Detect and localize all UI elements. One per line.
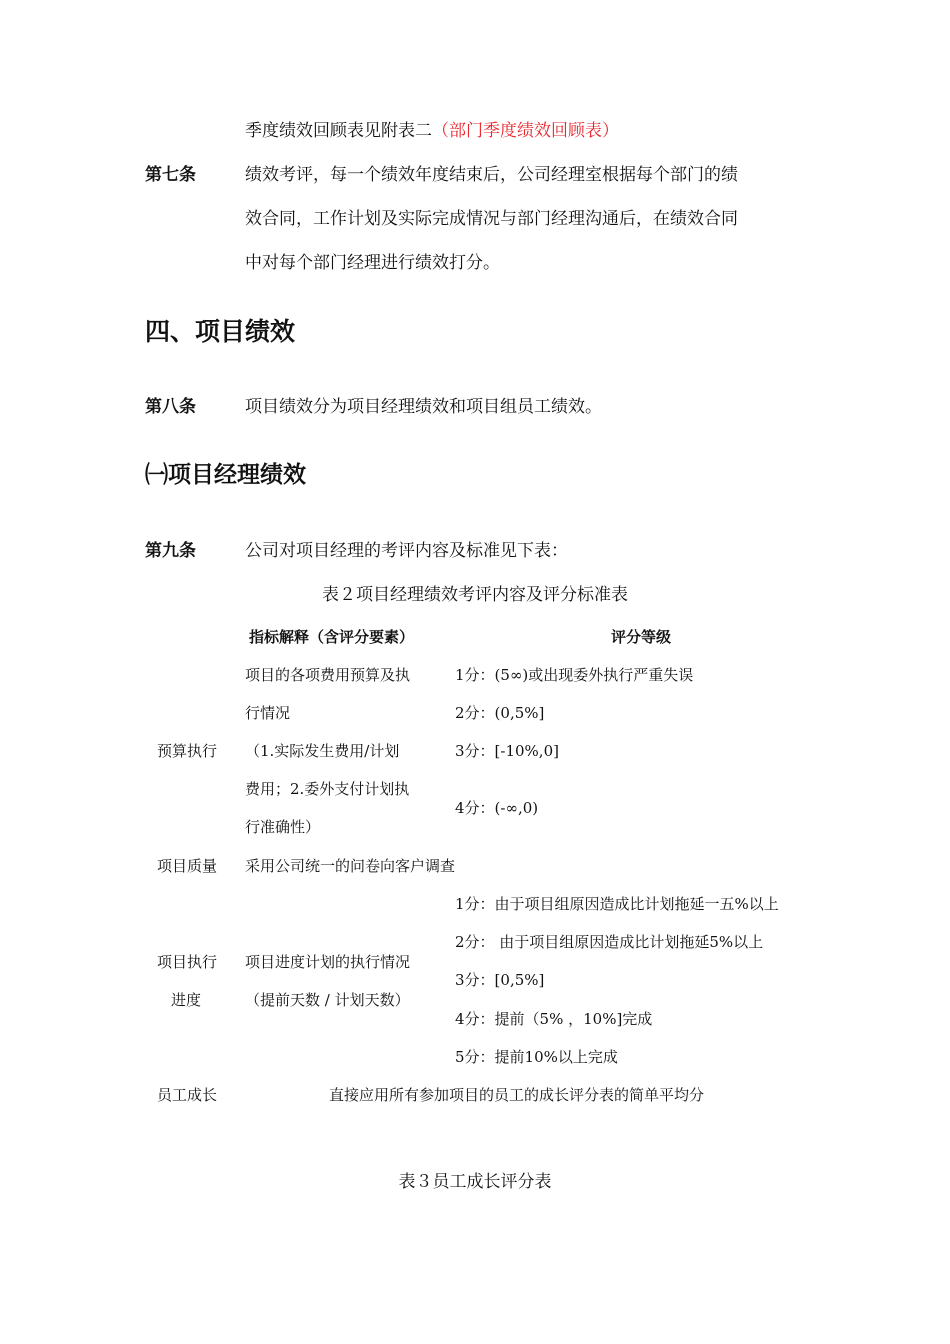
table2-row1-grade-4: 4分：(-∞,0) [455, 799, 539, 817]
table2-caption: 表２项目经理绩效考评内容及评分标准表 [322, 585, 628, 605]
table2-row1-grade-3: 3分：[-10%,0] [455, 742, 559, 760]
article7-line-1: 绩效考评，每一个绩效年度结束后，公司经理室根据每个部门的绩 [245, 165, 738, 185]
article8-text: 项目绩效分为项目经理绩效和项目组员工绩效。 [245, 397, 602, 417]
section4-heading: 四、项目绩效 [145, 317, 296, 346]
article9-label: 第九条 [145, 541, 196, 561]
subsection1-heading: ㈠项目经理绩效 [145, 462, 306, 488]
table2-row3-grade-3: 3分：[0,5%] [455, 971, 545, 989]
table2-row1-explain-5: 行准确性） [245, 818, 321, 836]
table2-row1-explain-4: 费用；2.委外支付计划执 [245, 780, 410, 798]
table2-row1-explain-2: 行情况 [245, 704, 291, 722]
table2-header-grades: 评分等级 [611, 628, 672, 646]
intro-text: 季度绩效回顾表见附表二 [245, 121, 432, 141]
table2-row3-grade-5: 5分：提前10%以上完成 [455, 1048, 618, 1066]
table2-row4-explain: 直接应用所有参加项目的员工的成长评分表的简单平均分 [329, 1086, 705, 1104]
article9-text: 公司对项目经理的考评内容及标准见下表： [245, 541, 568, 561]
article7-line-2: 效合同，工作计划及实际完成情况与部门经理沟通后，在绩效合同 [245, 209, 738, 229]
intro-highlight: （部门季度绩效回顾表） [432, 121, 619, 141]
table2-row3-grade-2: 2分： 由于项目组原因造成比计划拖延5%以上 [455, 933, 764, 951]
table2-row3-explain-2: （提前天数 / 计划天数） [245, 991, 410, 1009]
intro-paragraph [245, 116, 619, 141]
table3-caption: 表３员工成长评分表 [398, 1172, 552, 1192]
table2-row1-grade-2: 2分：(0,5%] [455, 704, 545, 722]
article8-label: 第八条 [145, 397, 196, 417]
table2-row3-name-2: 进度 [171, 991, 202, 1009]
table2-row1-explain-3: （1.实际发生费用/计划 [245, 742, 400, 760]
table2-row3-grade-1: 1分：由于项目组原因造成比计划拖延一五%以上 [455, 895, 779, 913]
table2-row4-name: 员工成长 [157, 1086, 218, 1104]
article7-line-3: 中对每个部门经理进行绩效打分。 [245, 253, 500, 273]
table2-row1-grade-1: 1分：(5∞)或出现委外执行严重失误 [455, 666, 694, 684]
table2-row1-explain-1: 项目的各项费用预算及执 [245, 666, 411, 684]
table2-row3-name-1: 项目执行 [157, 953, 218, 971]
article7-label: 第七条 [145, 165, 196, 185]
table2-header-explain: 指标解释（含评分要素） [249, 628, 415, 646]
table2-row2-explain: 采用公司统一的问卷向客户调查 [245, 857, 456, 875]
table2-row1-name: 预算执行 [157, 742, 218, 760]
table2-row2-name: 项目质量 [157, 857, 218, 875]
table2-row3-grade-4: 4分：提前（5% ，10%]完成 [455, 1010, 653, 1028]
table2-row3-explain-1: 项目进度计划的执行情况 [245, 953, 411, 971]
